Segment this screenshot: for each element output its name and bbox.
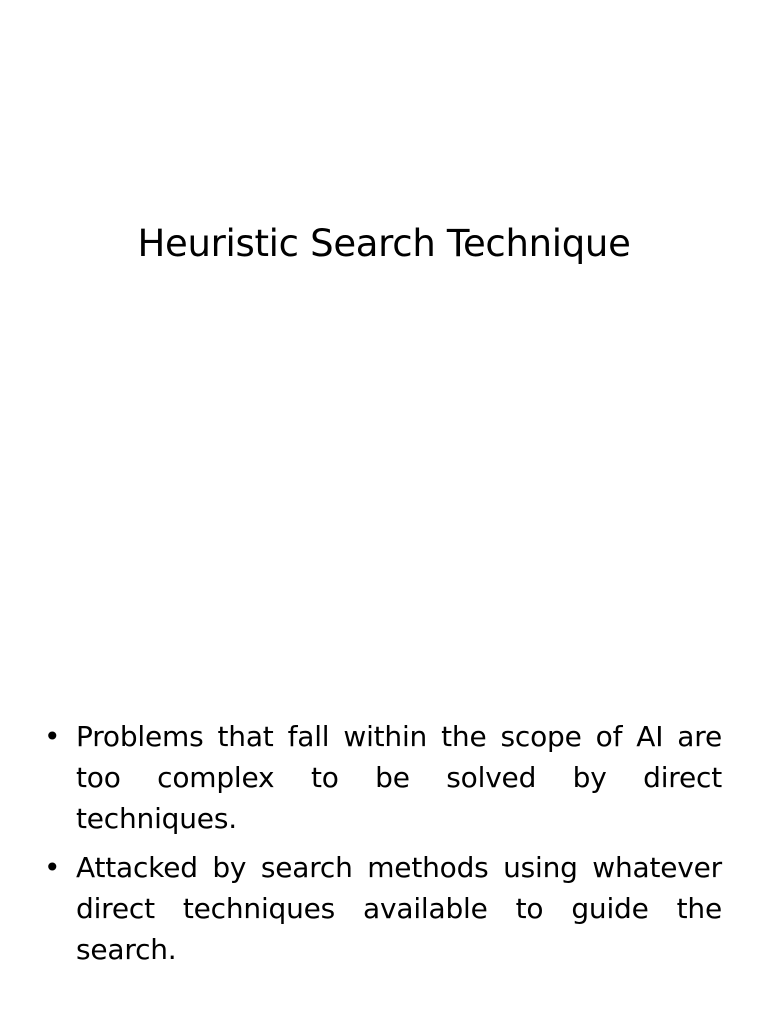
bullet-item bbox=[44, 716, 722, 839]
bullet-text: Problems that fall within the scope of AI are too complex to be solved by direct techniques. bbox=[76, 720, 722, 835]
bullet-icon: • bbox=[44, 851, 61, 884]
bullet-list bbox=[44, 716, 722, 978]
slide-title: Heuristic Search Technique bbox=[137, 222, 631, 265]
bullet-text: Attacked by search methods using whatever direct techniques available to guide the search. bbox=[76, 851, 722, 966]
bullet-icon: • bbox=[44, 720, 61, 753]
bullet-item bbox=[44, 847, 722, 970]
